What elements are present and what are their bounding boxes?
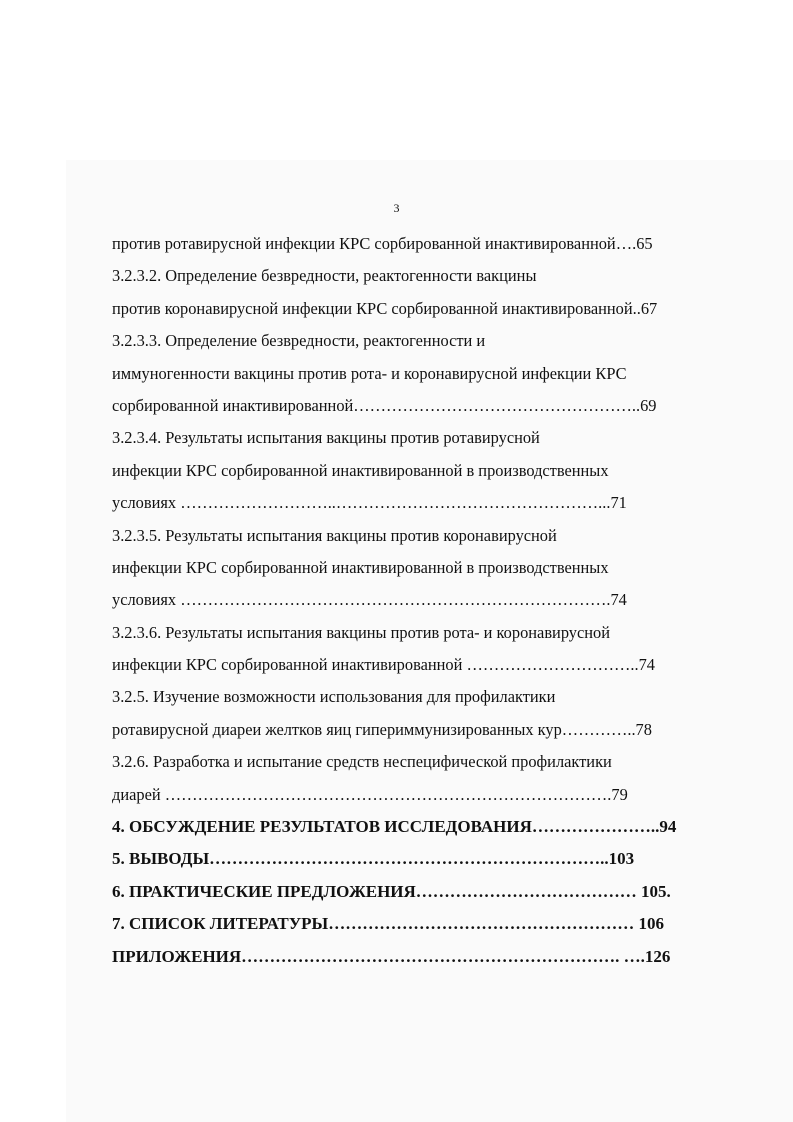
toc-line: против коронавирусной инфекции КРС сорбированной инактивированной..67 [112,298,658,318]
toc-line: инфекции КРС сорбированной инактивированной в производственных [112,557,609,577]
toc-line: инфекции КРС сорбированной инактивированной в производственных [112,460,609,480]
toc-line: условиях …………………………………………………………………….74 [112,590,627,610]
toc-chapter-conclusions: 5. ВЫВОДЫ……………………………………………………………..103 [112,849,635,869]
toc-line: условиях ………………………..…………………………………………...71 [112,493,627,513]
toc-line: 3.2.3.2. Определение безвредности, реактогенности вакцины [112,266,537,286]
toc-line: 3.2.5. Изучение возможности использования для профилактики [112,687,556,707]
toc-chapter-practical-proposals: 6. ПРАКТИЧЕСКИЕ ПРЕДЛОЖЕНИЯ………………………………… 105. [112,881,671,901]
toc-line: сорбированной инактивированной……………………………………………..69 [112,395,657,415]
toc-line: 3.2.3.6. Результаты испытания вакцины против рота- и коронавирусной [112,622,611,642]
toc-line: 3.2.3.5. Результаты испытания вакцины против коронавирусной [112,525,557,545]
toc-chapter-references: 7. СПИСОК ЛИТЕРАТУРЫ……………………………………………… 106 [112,914,665,934]
toc-line: ротавирусной диареи желтков яиц гипериммунизированных кур…………..78 [112,719,652,739]
toc-line: иммуногенности вакцины против рота- и коронавирусной инфекции КРС [112,363,627,383]
toc-line: 3.2.3.3. Определение безвредности, реактогенности и [112,331,486,351]
toc-chapter-discussion: 4. ОБСУЖДЕНИЕ РЕЗУЛЬТАТОВ ИССЛЕДОВАНИЯ…………………..94 [112,817,677,837]
page-number: 3 [393,201,400,215]
toc-line: 3.2.3.4. Результаты испытания вакцины против ротавирусной [112,428,540,448]
toc-line: 3.2.6. Разработка и испытание средств неспецифической профилактики [112,752,612,772]
table-of-contents [112,228,752,973]
toc-line: диарей ……………………………………………………………………….79 [112,784,628,804]
toc-line: инфекции КРС сорбированной инактивированной …………………………..74 [112,655,655,675]
toc-chapter-appendices: ПРИЛОЖЕНИЯ…………………………………………………………. ….126 [112,946,671,966]
toc-line: против ротавирусной инфекции КРС сорбированной инактивированной….65 [112,234,653,253]
